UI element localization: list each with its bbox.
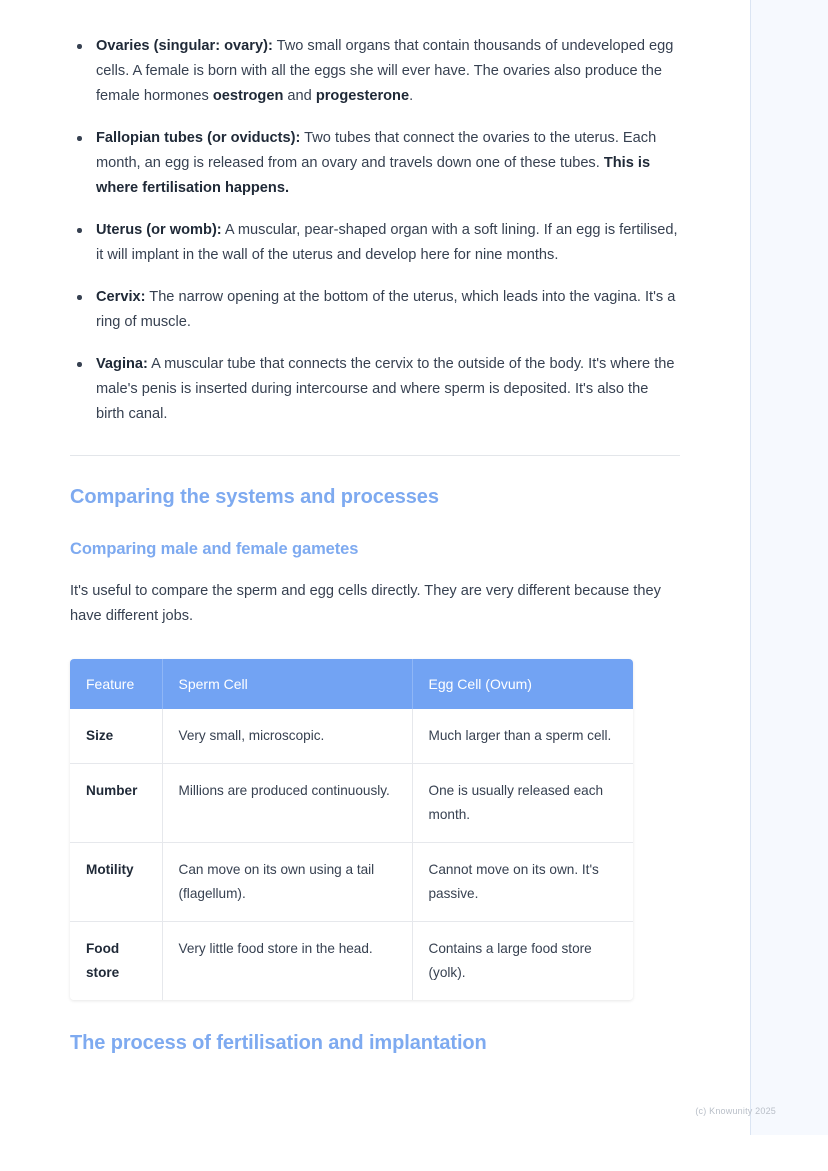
list-item-text: . bbox=[409, 88, 414, 104]
list-item-term: Cervix: bbox=[96, 289, 146, 305]
list-item bbox=[70, 218, 680, 268]
gamete-comparison-table bbox=[70, 659, 633, 1000]
list-item-term: Vagina: bbox=[96, 356, 148, 372]
table-header-cell: Sperm Cell bbox=[162, 659, 412, 709]
table-header-row bbox=[70, 659, 633, 709]
table-cell: Cannot move on its own. It's passive. bbox=[412, 843, 633, 922]
table-row bbox=[70, 843, 633, 922]
next-section-heading: The process of fertilisation and implantation bbox=[70, 1032, 487, 1054]
list-item-term: Fallopian tubes (or oviducts): bbox=[96, 130, 301, 146]
list-item-text: A muscular, pear-shaped organ with a soft lining. If an egg is fertilised, it will implant in the wall of the uterus and develop here for nine months. bbox=[96, 222, 678, 263]
table-cell: Much larger than a sperm cell. bbox=[412, 709, 633, 764]
table-row bbox=[70, 764, 633, 843]
list-item-text: Two tubes that connect the ovaries to the uterus. Each month, an egg is released from an ovary and travels down one of these tubes. bbox=[96, 130, 657, 171]
list-item-text: and bbox=[283, 88, 316, 104]
table-header-cell: Feature bbox=[70, 659, 162, 709]
list-item-text: The narrow opening at the bottom of the uterus, which leads into the vagina. It's a ring of muscle. bbox=[96, 289, 676, 330]
list-item-text: A muscular tube that connects the cervix to the outside of the body. It's where the male's penis is inserted during intercourse and where sperm is deposited. It's also the birth canal. bbox=[96, 356, 675, 422]
list-item-text: This is where fertilisation happens. bbox=[96, 155, 651, 196]
table-cell: Millions are produced continuously. bbox=[162, 764, 412, 843]
list-item-text: oestrogen bbox=[212, 88, 284, 104]
table-row-header: Number bbox=[70, 764, 162, 843]
table-row-header: Size bbox=[70, 709, 162, 764]
table-row bbox=[70, 709, 633, 764]
intro-paragraph: It's useful to compare the sperm and egg cells directly. They are very different because they have different jobs. bbox=[70, 583, 661, 624]
table-row-header: Food store bbox=[70, 922, 162, 1001]
table-cell: Contains a large food store (yolk). bbox=[412, 922, 633, 1001]
copyright-notice: (c) Knowunity 2025 bbox=[695, 1106, 776, 1116]
list-item bbox=[70, 126, 680, 201]
subsection-heading: Comparing male and female gametes bbox=[70, 540, 359, 558]
table-cell: One is usually released each month. bbox=[412, 764, 633, 843]
list-item bbox=[70, 285, 680, 335]
anatomy-bullet-list bbox=[70, 34, 680, 427]
page-edge-strip bbox=[750, 0, 828, 1135]
section-divider bbox=[70, 455, 680, 456]
section-heading: Comparing the systems and processes bbox=[70, 486, 439, 508]
table-row bbox=[70, 922, 633, 1001]
list-item-text: progesterone bbox=[315, 88, 410, 104]
list-item bbox=[70, 352, 680, 427]
table-cell: Very small, microscopic. bbox=[162, 709, 412, 764]
table-cell: Very little food store in the head. bbox=[162, 922, 412, 1001]
table-cell: Can move on its own using a tail (flagellum). bbox=[162, 843, 412, 922]
table-header-cell: Egg Cell (Ovum) bbox=[412, 659, 633, 709]
list-item-term: Ovaries (singular: ovary): bbox=[96, 38, 273, 54]
list-item-term: Uterus (or womb): bbox=[96, 222, 222, 238]
list-item bbox=[70, 34, 680, 109]
table-row-header: Motility bbox=[70, 843, 162, 922]
list-item-text: Two small organs that contain thousands of undeveloped egg cells. A female is born with all the eggs she will ever have. The ovaries also produce the female hormones bbox=[96, 38, 674, 104]
